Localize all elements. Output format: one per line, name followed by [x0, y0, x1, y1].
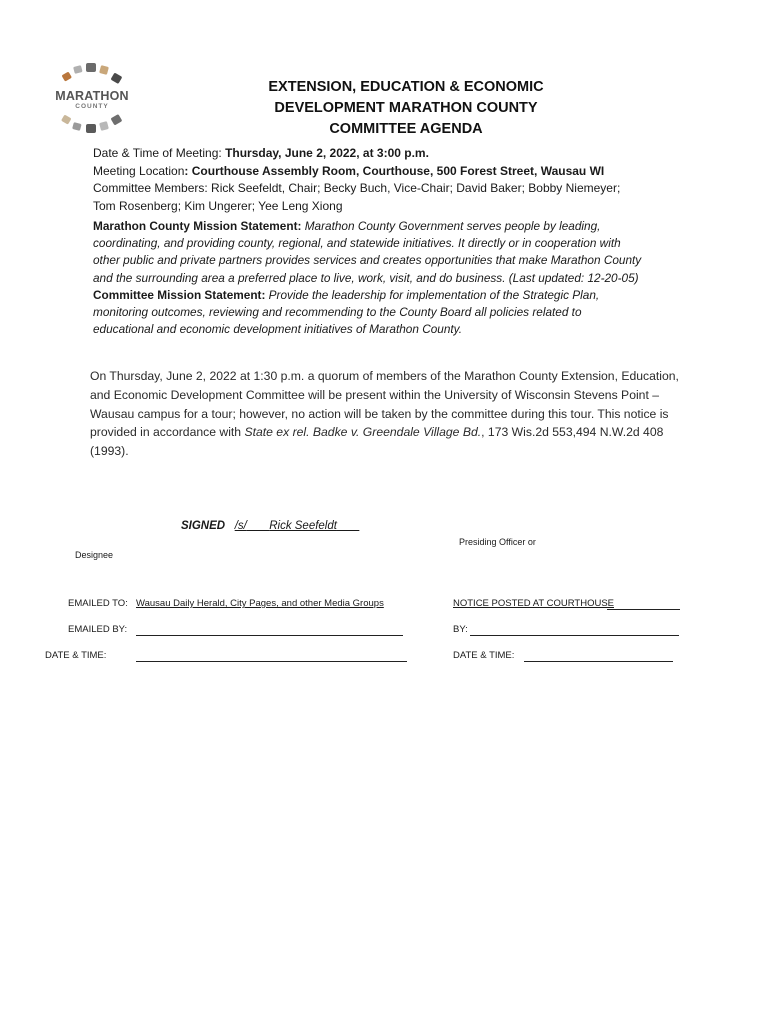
signer-name: Rick Seefeldt [269, 520, 337, 532]
by-label: BY: [453, 624, 468, 635]
committee-mission-text: educational and economic development initiatives of Marathon County. [93, 322, 462, 337]
committee-mission-text: monitoring outcomes, reviewing and recommending to the County Board all policies related to [93, 305, 582, 320]
emailed-to-label: EMAILED TO: [68, 598, 128, 609]
date-time-right-line[interactable] [524, 661, 673, 662]
signature-slash: /s/ [234, 520, 247, 532]
meeting-location [93, 163, 713, 181]
date-time-right-label: DATE & TIME: [453, 650, 515, 661]
committee-mission-label: Committee Mission Statement: [93, 287, 269, 302]
committee-mission-line [93, 304, 693, 321]
county-mission-text: Marathon County Government serves people by leading, [304, 219, 601, 233]
datetime-value: Thursday, June 2, 2022, at 3:00 p.m. [225, 146, 429, 160]
notice-text: , 173 Wis.2d 553,494 N.W.2d 408 [481, 425, 664, 440]
meeting-datetime [93, 145, 713, 163]
committee-members: Committee Members: Rick Seefeldt, Chair; Becky Buch, Vice-Chair; David Baker; Bobby Niemeyer; [93, 181, 621, 195]
committee-members-cont: Tom Rosenberg; Kim Ungerer; Yee Leng Xiong [93, 198, 343, 213]
emailed-to-value: Wausau Daily Herald, City Pages, and other Media Groups [136, 598, 384, 609]
county-mission-text: other public and private partners provides services and creates opportunities that make Marathon County [93, 253, 642, 268]
county-mission-line [93, 235, 693, 252]
committee-mission-line [93, 287, 693, 304]
case-citation: State ex rel. Badke v. Greendale Village Bd. [244, 425, 482, 440]
county-mission-line [93, 218, 693, 235]
committee-mission-text: Provide the leadership for implementation of the Strategic Plan, [268, 287, 600, 302]
location-value: : Courthouse Assembly Room, Courthouse, 500 Forest Street, Wausau WI [184, 163, 605, 178]
presiding-officer-label: Presiding Officer or [459, 537, 536, 547]
committee-mission-line [93, 321, 693, 338]
title-line: EXTENSION, EDUCATION & ECONOMIC [268, 79, 544, 95]
notice-line: Wausau campus for a tour; however, no action will be taken by the committee during this tour. This notice is [90, 406, 669, 421]
quorum-notice [90, 367, 720, 461]
mission-statements [93, 218, 693, 338]
signed-label: SIGNED [181, 520, 226, 532]
location-label: Meeting Location [93, 163, 185, 178]
notice-line: On Thursday, June 2, 2022 at 1:30 p.m. a quorum of members of the Marathon County Extension, Education, [90, 369, 679, 383]
county-mission-line [93, 270, 693, 287]
emailed-by-line[interactable] [136, 635, 403, 636]
logo-text-county: COUNTY [75, 103, 109, 110]
notice-posted-line [607, 609, 680, 610]
designee-label: Designee [75, 550, 114, 560]
notice-text: provided in accordance with [90, 425, 245, 440]
notice-line [90, 423, 720, 442]
county-mission-line [93, 252, 693, 269]
datetime-label: Date & Time of Meeting: [93, 146, 226, 160]
marathon-county-logo [50, 60, 134, 136]
agenda-title [200, 77, 612, 140]
emailed-by-label: EMAILED BY: [68, 624, 128, 635]
title-line: COMMITTEE AGENDA [329, 121, 483, 137]
county-mission-text: and the surrounding area a preferred place to live, work, visit, and do business. (Last updated: 12-20-05) [93, 270, 639, 285]
notice-line: (1993). [90, 444, 129, 459]
county-mission-text: coordinating, and providing county, regional, and statewide initiatives. It directly or in cooperation with [93, 236, 621, 251]
meeting-info [93, 145, 713, 215]
logo-text-marathon: MARATHON [55, 89, 129, 103]
by-line[interactable] [470, 635, 679, 636]
title-line: DEVELOPMENT MARATHON COUNTY [274, 100, 538, 116]
notice-posted-label: NOTICE POSTED AT COURTHOUSE [453, 598, 614, 609]
county-mission-label: Marathon County Mission Statement: [93, 219, 305, 233]
date-time-left-line[interactable] [136, 661, 407, 662]
signature-line [181, 520, 359, 532]
notice-line: and Economic Development Committee will be present within the University of Wisconsin Stevens Point – [90, 387, 660, 402]
date-time-left-label: DATE & TIME: [45, 650, 107, 661]
